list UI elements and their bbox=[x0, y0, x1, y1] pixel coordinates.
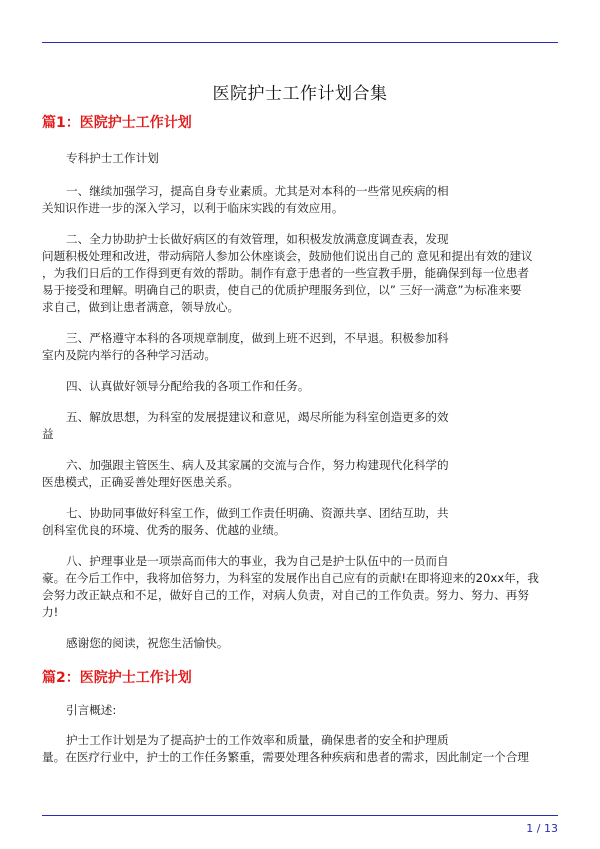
text-line: 益 bbox=[42, 427, 54, 441]
text-line: 四、认真做好领导分配给我的各项工作和任务。 bbox=[66, 379, 310, 393]
text-line: 三、严格遵守本科的各项规章制度，做到上班不迟到，不早退。积极参加科 bbox=[66, 331, 449, 345]
text-line: 二、全力协助护士长做好病区的有效管理，如积极发放满意度调查表，发现 bbox=[66, 232, 449, 246]
text-line: 专科护士工作计划 bbox=[66, 151, 159, 165]
text-line: 五、解放思想，为科室的发展提建议和意见，竭尽所能为科室创造更多的效 bbox=[66, 410, 449, 424]
text-line: 六、加强跟主管医生、病人及其家属的交流与合作，努力构建现代化科学的 bbox=[66, 458, 449, 472]
text-line: 医患模式，正确妥善处理好医患关系。 bbox=[42, 475, 240, 489]
text-line: 八、护理事业是一项崇高而伟大的事业，我为自己是护士队伍中的一员而自 bbox=[66, 554, 449, 568]
section-heading-2: 篇2：医院护士工作计划 bbox=[42, 670, 192, 686]
text-line: 创科室优良的环境、优秀的服务、优越的业绩。 bbox=[42, 523, 286, 537]
text-line: 量。在医疗行业中，护士的工作任务繁重，需要处理各种疾病和患者的需求，因此制定一个合理 bbox=[42, 750, 529, 764]
section-heading-1: 篇1：医院护士工作计划 bbox=[42, 115, 192, 131]
text-line: 感谢您的阅读，祝您生活愉快。 bbox=[66, 636, 229, 650]
text-line: 一、继续加强学习，提高自身专业素质。尤其是对本科的一些常见疾病的相 bbox=[66, 184, 449, 198]
text-line: 易于接受和理解。明确自己的职责，使自己的优质护理服务到位，以” 三好一满意”为标准来要 bbox=[42, 283, 522, 297]
text-line: 关知识作进一步的深入学习，以利于临床实践的有效应用。 bbox=[42, 201, 344, 215]
text-line: 力! bbox=[42, 605, 59, 619]
text-line: 求自己，做到让患者满意，领导放心。 bbox=[42, 300, 240, 314]
text-line: 问题积极处理和改进，带动病陪人参加公休座谈会，鼓励他们说出自己的 意见和提出有效的建议 bbox=[42, 249, 533, 263]
header-rule bbox=[42, 42, 558, 43]
text-line: 七、协助同事做好科室工作，做到工作责任明确、资源共享、团结互助，共 bbox=[66, 506, 449, 520]
text-line: ，为我们日后的工作得到更有效的帮助。制作有意于患者的一些宣教手册，能确保到每一位患者 bbox=[42, 266, 529, 280]
document-title: 医院护士工作计划合集 bbox=[212, 84, 388, 104]
page-number: 1 / 13 bbox=[526, 822, 558, 835]
text-line: 豪。在今后工作中，我将加倍努力，为科室的发展作出自己应有的贡献!在即将迎来的20xx年，我 bbox=[42, 571, 539, 585]
text-line: 会努力改正缺点和不足，做好自己的工作，对病人负责，对自己的工作负责。努力、努力、再努 bbox=[42, 588, 529, 602]
text-line: 护士工作计划是为了提高护士的工作效率和质量，确保患者的安全和护理质 bbox=[66, 733, 449, 747]
text-line: 室内及院内举行的各种学习活动。 bbox=[42, 348, 216, 362]
text-line: 引言概述: bbox=[66, 703, 117, 717]
footer-rule bbox=[42, 815, 558, 816]
